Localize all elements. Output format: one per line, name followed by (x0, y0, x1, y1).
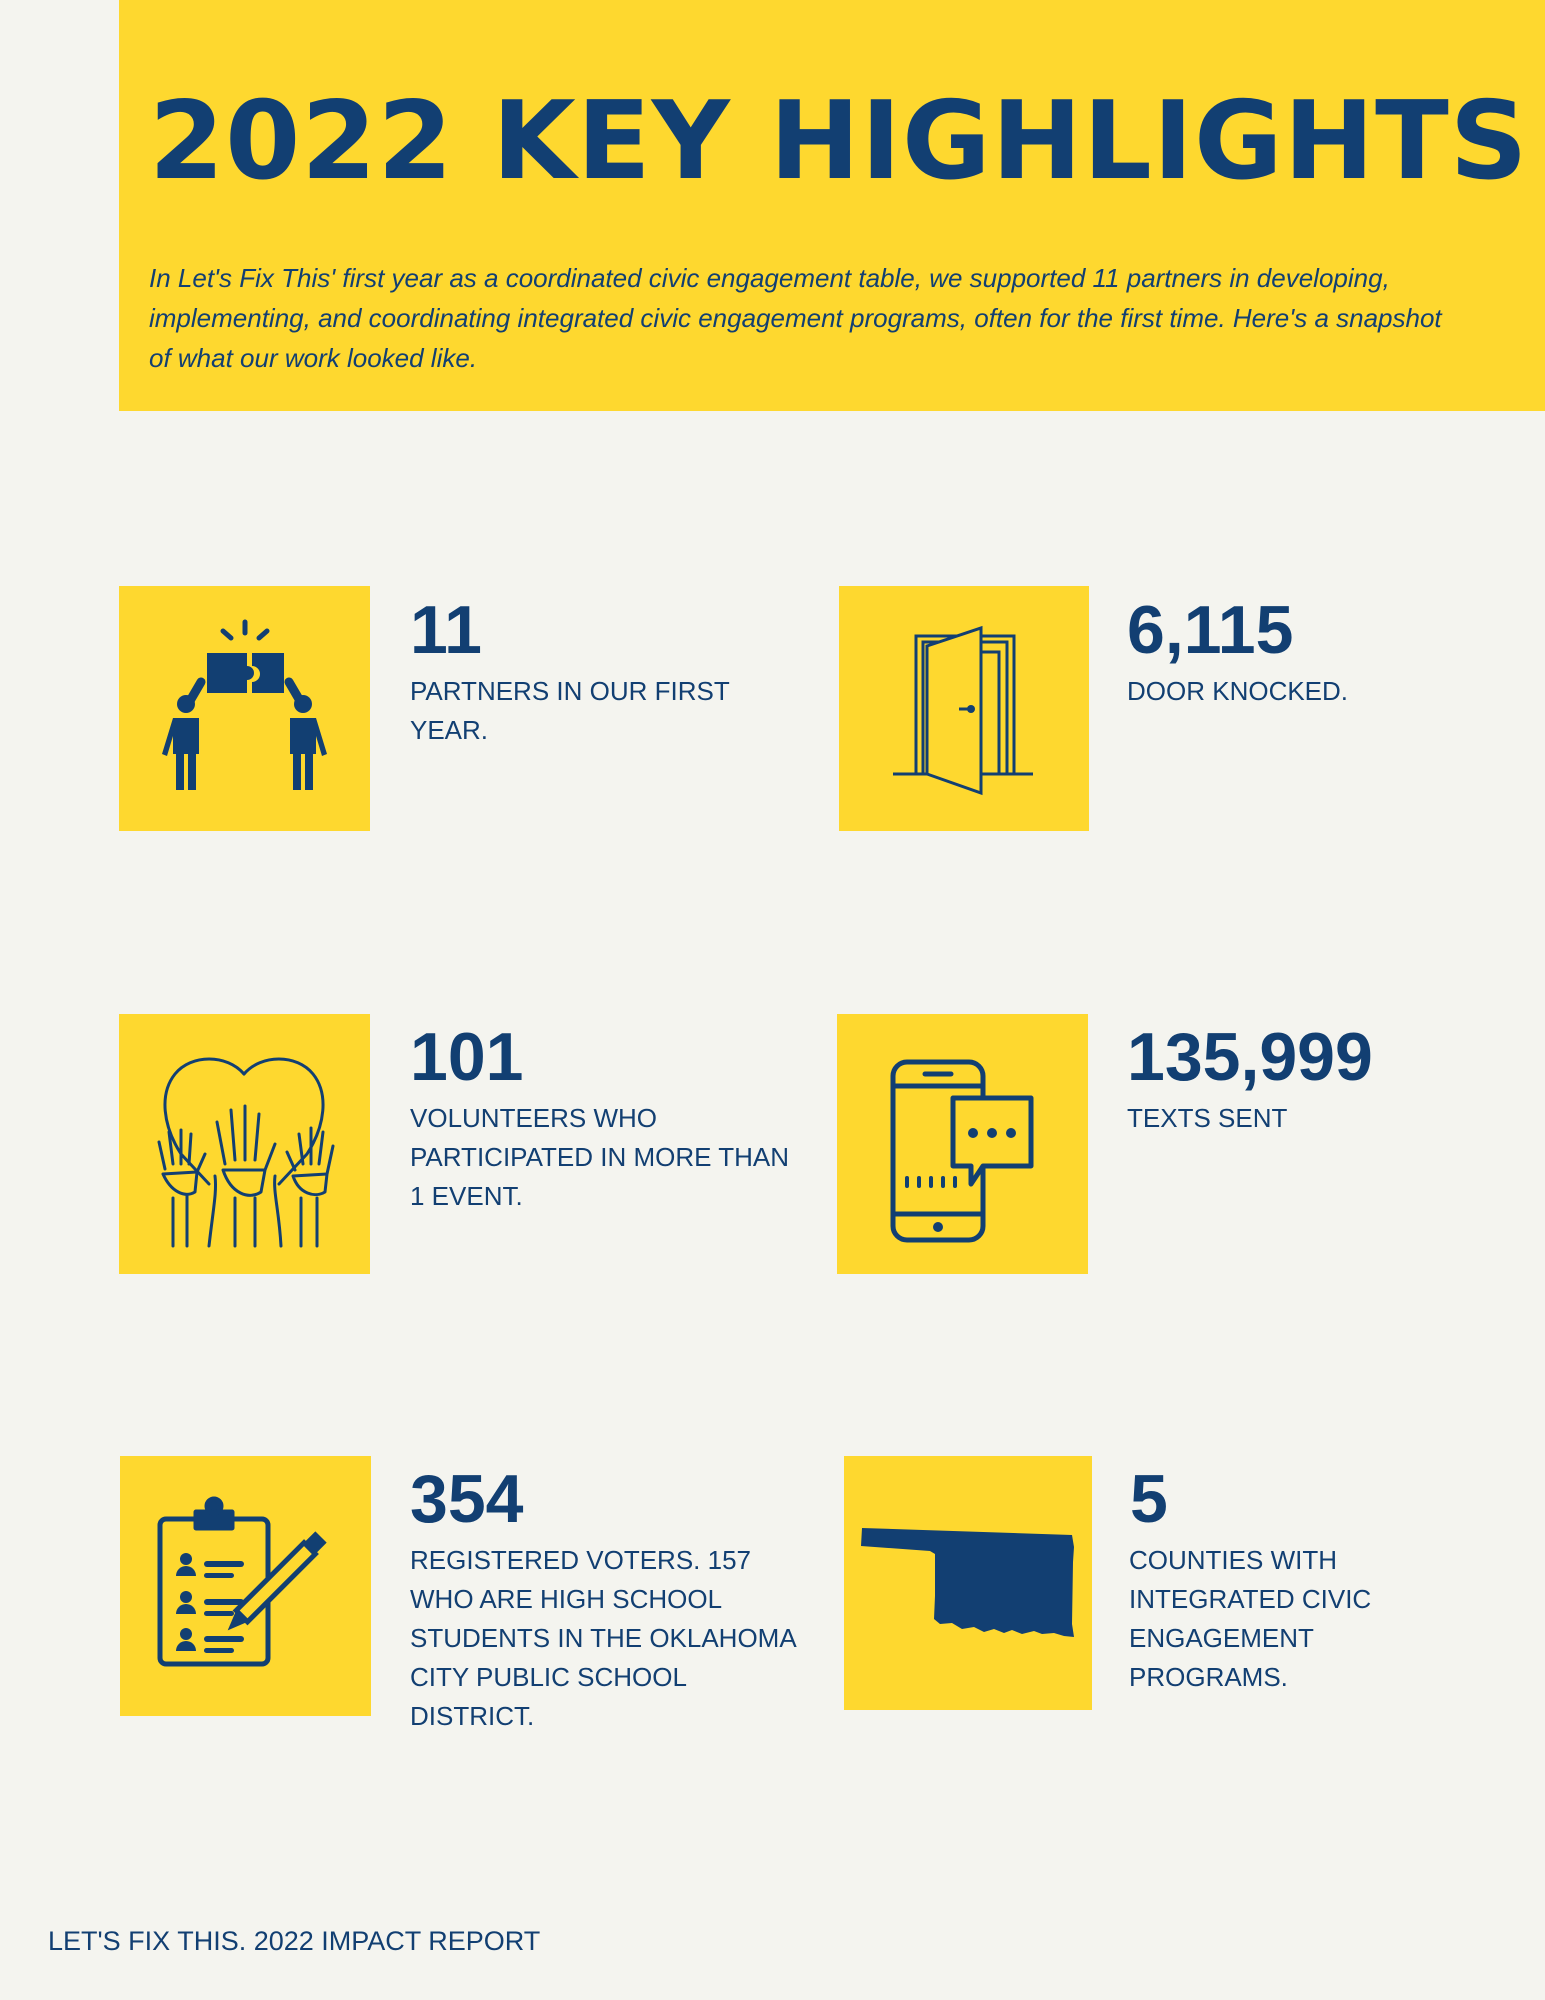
header-banner (119, 0, 1545, 411)
stat-number-texts: 135,999 (1127, 1019, 1373, 1095)
stat-description-doors: DOOR KNOCKED. (1127, 676, 1349, 706)
stat-tile-partners (119, 586, 370, 831)
oklahoma-map-icon (844, 1456, 1092, 1710)
stat-tile-counties (844, 1456, 1092, 1710)
clipboard-pencil-icon (120, 1456, 371, 1716)
phone-message-icon (837, 1014, 1088, 1274)
stat-number-volunteers: 101 (410, 1019, 524, 1095)
stat-tile-doors (839, 586, 1089, 831)
stat-description-texts: TEXTS SENT (1127, 1103, 1288, 1133)
page-title: 2022 KEY HIGHLIGHTS (149, 79, 1529, 204)
raised-hands-heart-icon (119, 1014, 370, 1274)
stat-tile-voters (120, 1456, 371, 1716)
intro-paragraph: In Let's Fix This' first year as a coordinated civic engagement table, we supported 11 partners in developing, implementing, and coordinating integrated civic engagement programs, often for the first time. Here's a snapshot of what our work looked like. (149, 263, 1442, 373)
stat-tile-volunteers (119, 1014, 370, 1274)
stat-number-partners: 11 (410, 592, 482, 668)
stat-description-voters: REGISTERED VOTERS. 157 WHO ARE HIGH SCHOOL STUDENTS IN THE OKLAHOMA CITY PUBLIC SCHOOL DISTRICT. (410, 1545, 796, 1731)
partners-puzzle-icon (119, 586, 370, 831)
stat-tile-texts (837, 1014, 1088, 1274)
open-door-icon (839, 586, 1089, 831)
footer-text: LET'S FIX THIS. 2022 IMPACT REPORT (48, 1926, 541, 1956)
stat-description-volunteers: VOLUNTEERS WHO PARTICIPATED IN MORE THAN 1 EVENT. (410, 1103, 789, 1211)
stat-number-counties: 5 (1130, 1461, 1168, 1537)
stat-number-doors: 6,115 (1127, 592, 1294, 668)
stat-number-voters: 354 (410, 1461, 524, 1537)
stat-description-counties: COUNTIES WITH INTEGRATED CIVIC ENGAGEMENT PROGRAMS. (1129, 1545, 1372, 1692)
stat-description-partners: PARTNERS IN OUR FIRST YEAR. (410, 676, 730, 745)
